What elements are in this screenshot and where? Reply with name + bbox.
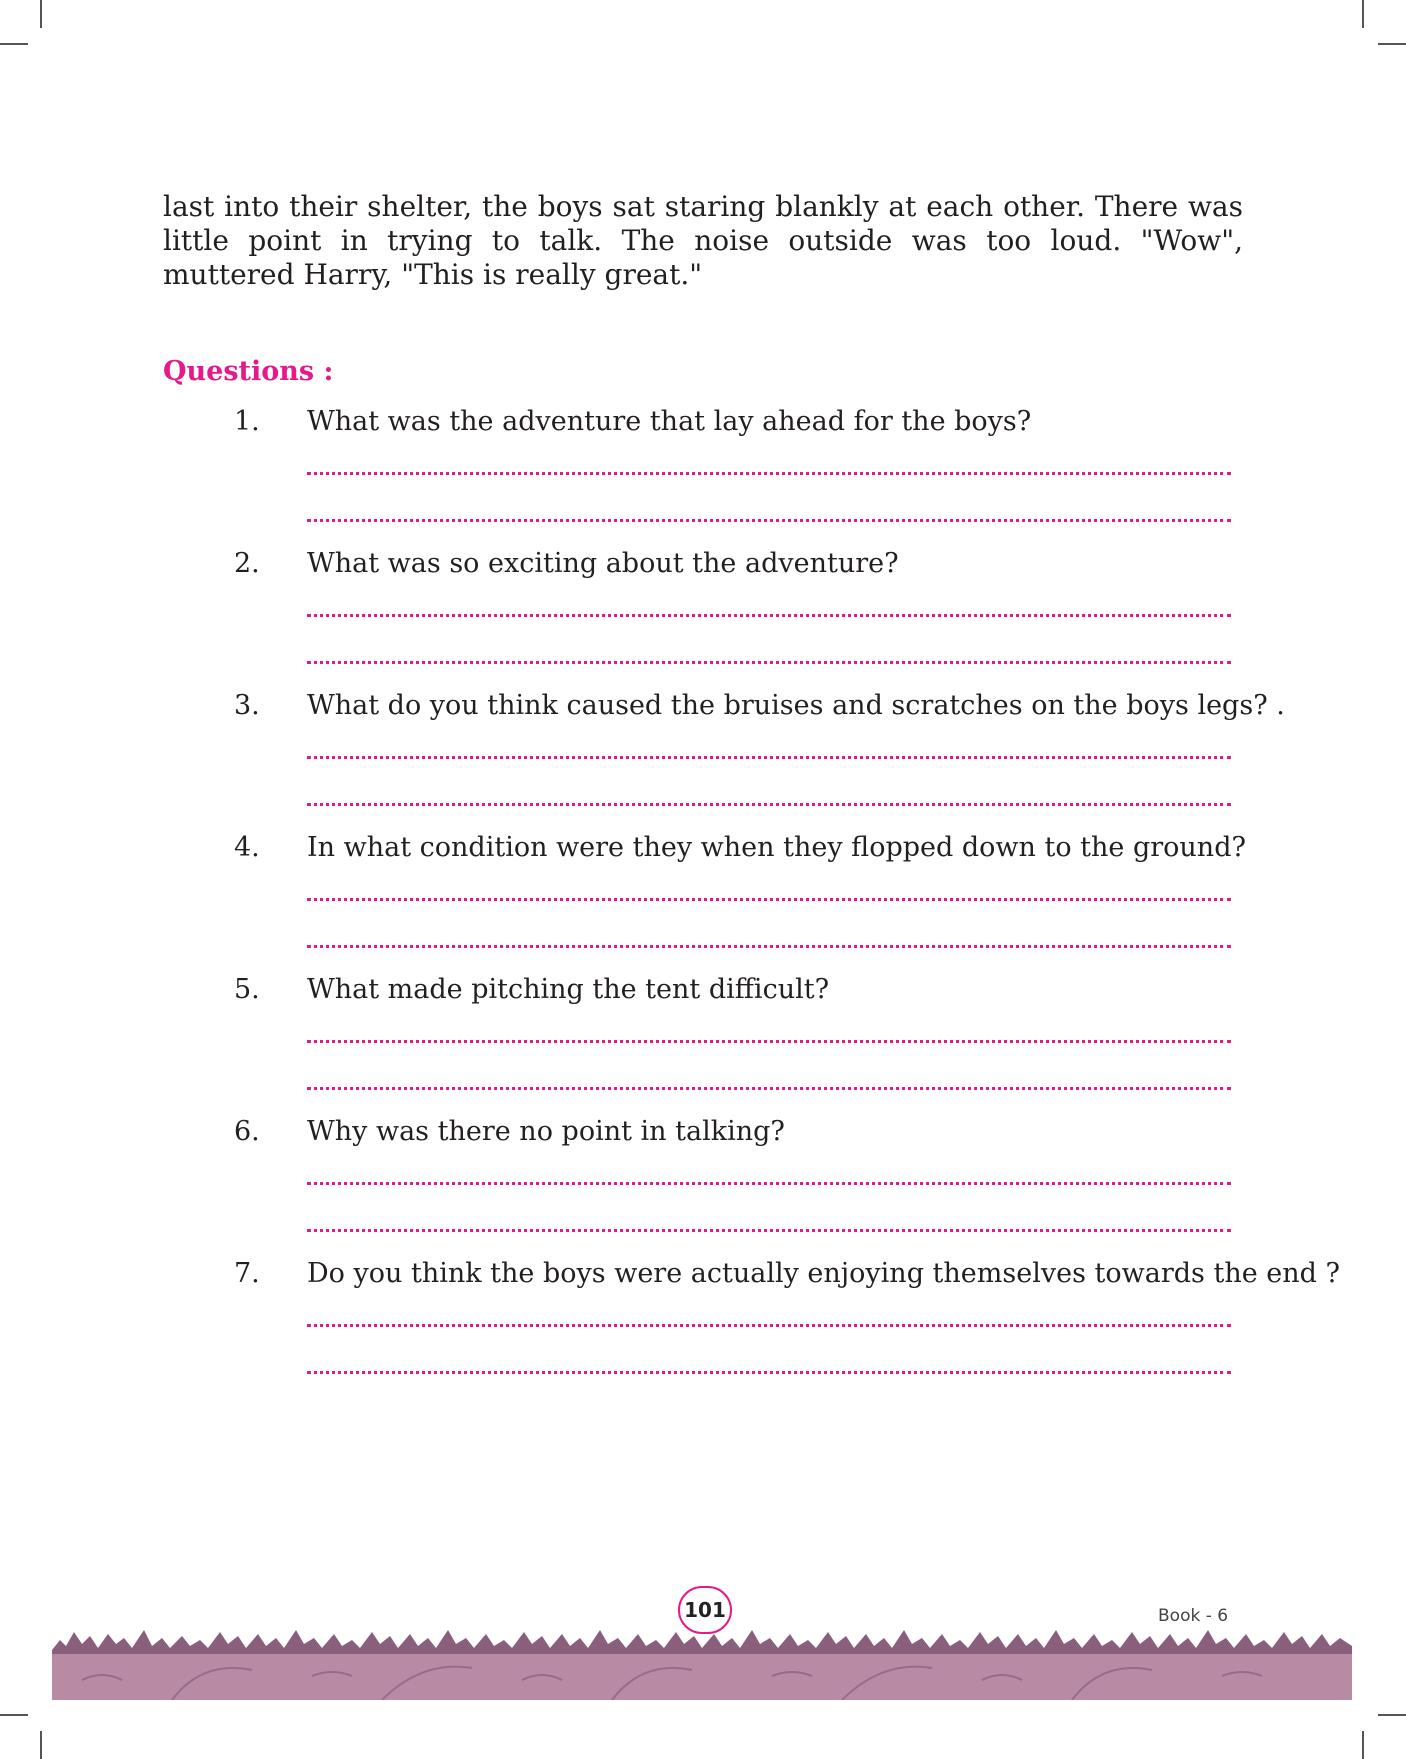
answer-line[interactable] (307, 1087, 1231, 1090)
ground-band (52, 1654, 1352, 1700)
question-number: 4. (234, 832, 260, 863)
tree-row (52, 1630, 1352, 1658)
question-text: Do you think the boys were actually enjoying themselves towards the end ? (307, 1258, 1340, 1289)
answer-line[interactable] (307, 756, 1231, 759)
answer-line[interactable] (307, 1182, 1231, 1185)
question-text: Why was there no point in talking? (307, 1116, 785, 1147)
answer-line[interactable] (307, 519, 1231, 522)
passage-text: last into their shelter, the boys sat staring blankly at each other. There was little point in trying to talk. The noise outside was too loud. "Wow", muttered Harry, "This is really great." (163, 190, 1243, 291)
questions-heading: Questions : (163, 356, 334, 387)
answer-line[interactable] (307, 661, 1231, 664)
book-label: Book - 6 (1158, 1606, 1229, 1626)
question-number: 2. (234, 548, 260, 579)
crop-mark-top-left-v (40, 0, 42, 28)
question-number: 3. (234, 690, 260, 721)
question-text: What was the adventure that lay ahead for the boys? (307, 406, 1032, 437)
question-number: 7. (234, 1258, 260, 1289)
answer-line[interactable] (307, 614, 1231, 617)
answer-line[interactable] (307, 1371, 1231, 1374)
question-text: What was so exciting about the adventure? (307, 548, 899, 579)
question-text: In what condition were they when they flopped down to the ground? (307, 832, 1246, 863)
answer-line[interactable] (307, 1229, 1231, 1232)
page-number-badge: 101 (678, 1586, 732, 1634)
crop-mark-top-right-h (1378, 43, 1406, 45)
question-item (0, 1116, 1406, 1256)
answer-line[interactable] (307, 803, 1231, 806)
question-item (0, 832, 1406, 972)
question-item (0, 690, 1406, 830)
question-text: What do you think caused the bruises and scratches on the boys legs? . (307, 690, 1285, 721)
crop-mark-bottom-right-h (1378, 1714, 1406, 1716)
question-item (0, 1258, 1406, 1398)
question-number: 1. (234, 406, 260, 437)
question-number: 6. (234, 1116, 260, 1147)
answer-line[interactable] (307, 1324, 1231, 1327)
answer-line[interactable] (307, 1040, 1231, 1043)
crop-mark-bottom-left-h (0, 1714, 28, 1716)
answer-line[interactable] (307, 945, 1231, 948)
crop-mark-top-right-v (1362, 0, 1364, 28)
crop-mark-top-left-h (0, 43, 28, 45)
question-item (0, 548, 1406, 688)
answer-line[interactable] (307, 898, 1231, 901)
question-number: 5. (234, 974, 260, 1005)
question-item (0, 406, 1406, 546)
crop-mark-bottom-right-v (1362, 1731, 1364, 1759)
crop-mark-bottom-left-v (40, 1731, 42, 1759)
question-item (0, 974, 1406, 1114)
answer-line[interactable] (307, 472, 1231, 475)
question-text: What made pitching the tent difficult? (307, 974, 830, 1005)
